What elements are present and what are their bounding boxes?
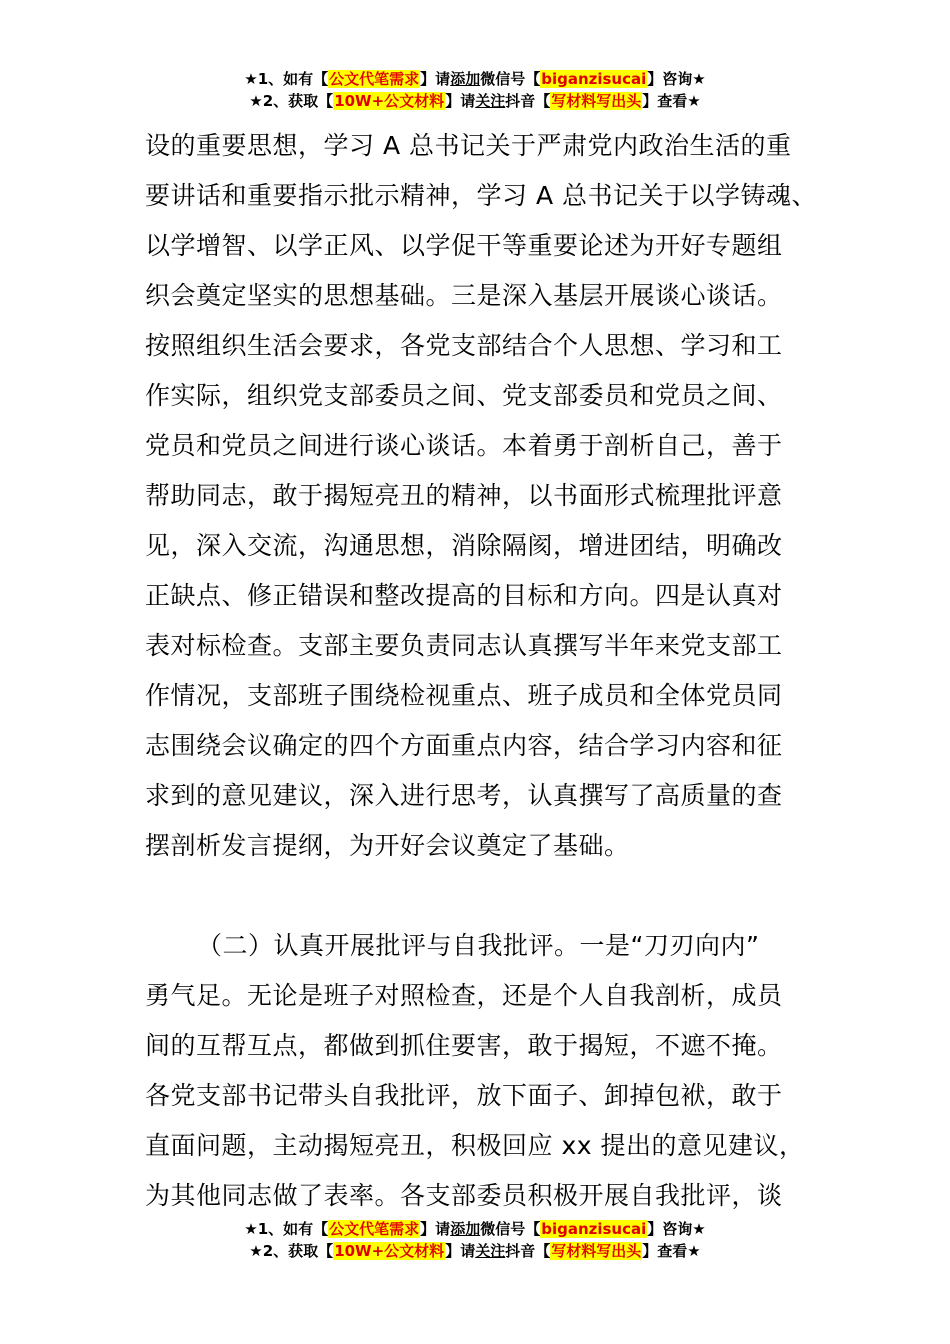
paragraph-2 <box>145 921 825 1221</box>
document-body <box>145 121 825 1221</box>
promo-banner-top <box>0 68 950 112</box>
text-line: （二）认真开展批评与自我批评。一是“刀刃向内” <box>197 931 760 960</box>
promo-banner-bottom <box>0 1218 950 1262</box>
text-line: 各党支部书记带头自我批评，放下面子、卸掉包袱，敢于 <box>145 1081 783 1110</box>
text-line: 要讲话和重要指示批示精神，学习 A 总书记关于以学铸魂、 <box>145 181 817 210</box>
text-line: 摆剖析发言提纲，为开好会议奠定了基础。 <box>145 831 630 860</box>
paragraph-gap <box>145 871 825 921</box>
text-line: 党员和党员之间进行谈心谈话。本着勇于剖析自己，善于 <box>145 431 783 460</box>
text-line: 设的重要思想，学习 A 总书记关于严肃党内政治生活的重 <box>145 131 792 160</box>
promo-line-2: ★2、获取【10W+公文材料】请关注抖音【写材料写出头】查看★ <box>249 92 701 110</box>
text-line: 作实际，组织党支部委员之间、党支部委员和党员之间、 <box>145 381 783 410</box>
text-line: 织会奠定坚实的思想基础。三是深入基层开展谈心谈话。 <box>145 281 783 310</box>
paragraph-1 <box>145 121 825 871</box>
promo-line-2: ★2、获取【10W+公文材料】请关注抖音【写材料写出头】查看★ <box>249 1242 701 1260</box>
highlight-materials: 10W+公文材料 <box>334 92 445 110</box>
text-line: 作情况，支部班子围绕检视重点、班子成员和全体党员同 <box>145 681 783 710</box>
highlight-douyin: 写材料写出头 <box>551 1242 642 1260</box>
text-line: 勇气足。无论是班子对照检查，还是个人自我剖析，成员 <box>145 981 783 1010</box>
text-line: 间的互帮互点，都做到抓住要害，敢于揭短，不遮不掩。 <box>145 1031 783 1060</box>
text-line: 表对标检查。支部主要负责同志认真撰写半年来党支部工 <box>145 631 783 660</box>
text-line: 以学增智、以学正风、以学促干等重要论述为开好专题组 <box>145 231 783 260</box>
text-line: 志围绕会议确定的四个方面重点内容，结合学习内容和征 <box>145 731 783 760</box>
text-line: 正缺点、修正错误和整改提高的目标和方向。四是认真对 <box>145 581 783 610</box>
text-line: 见，深入交流，沟通思想，消除隔阂，增进团结，明确改 <box>145 531 783 560</box>
promo-line-1: ★1、如有【公文代笔需求】请添加微信号【biganzisucai】咨询★ <box>244 70 706 88</box>
highlight-wechat-id: biganzisucai <box>541 1220 647 1238</box>
text-line: 帮助同志，敢于揭短亮丑的精神，以书面形式梳理批评意 <box>145 481 783 510</box>
promo-line-1: ★1、如有【公文代笔需求】请添加微信号【biganzisucai】咨询★ <box>244 1220 706 1238</box>
highlight-douyin: 写材料写出头 <box>551 92 642 110</box>
text-line: 按照组织生活会要求，各党支部结合个人思想、学习和工 <box>145 331 783 360</box>
text-line: 求到的意见建议，深入进行思考，认真撰写了高质量的查 <box>145 781 783 810</box>
highlight-wechat-id: biganzisucai <box>541 70 647 88</box>
highlight-service: 公文代笔需求 <box>329 70 420 88</box>
text-line: 为其他同志做了表率。各支部委员积极开展自我批评，谈 <box>145 1181 783 1210</box>
highlight-materials: 10W+公文材料 <box>334 1242 445 1260</box>
text-line: 直面问题，主动揭短亮丑，积极回应 xx 提出的意见建议， <box>145 1131 805 1160</box>
highlight-service: 公文代笔需求 <box>329 1220 420 1238</box>
